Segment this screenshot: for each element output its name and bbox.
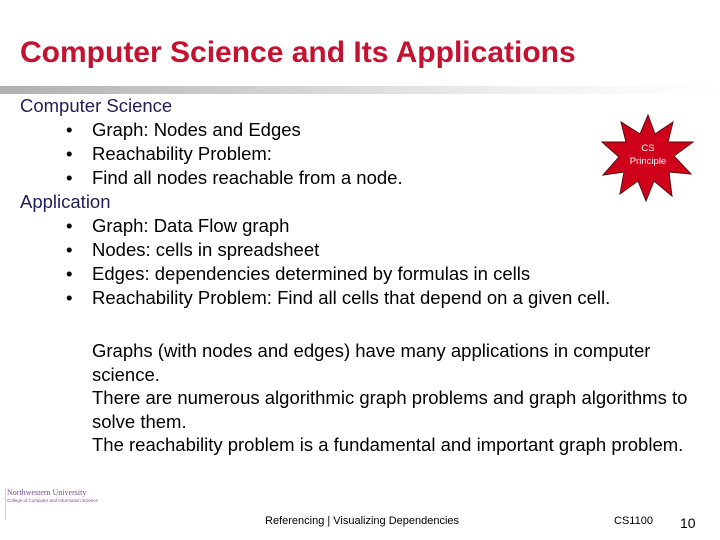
slide-title: Computer Science and Its Applications: [20, 36, 576, 69]
bullet-text: Find all nodes reachable from a node.: [92, 167, 403, 188]
bullet-list: [20, 214, 710, 310]
logo-text: Northwestern University: [7, 488, 87, 497]
list-item: [20, 238, 710, 262]
badge-line: CS: [641, 143, 655, 154]
footer-course: CS1100: [614, 515, 653, 527]
bullet-marker: •: [66, 263, 73, 284]
section-heading: Application: [20, 191, 111, 212]
section-application: [20, 190, 710, 310]
list-item: [20, 262, 710, 286]
badge-line: Principle: [629, 156, 667, 167]
bullet-marker: •: [66, 143, 73, 164]
section-heading: Computer Science: [20, 95, 173, 116]
bullet-text: Reachability Problem:: [92, 143, 272, 164]
title-divider: [0, 86, 720, 94]
summary-paragraph: The reachability problem is a fundamental and important graph problem.: [92, 434, 684, 455]
bullet-marker: •: [66, 215, 73, 236]
summary-paragraph: Graphs (with nodes and edges) have many applications in computer science.: [92, 340, 651, 385]
list-item: [20, 286, 710, 310]
bullet-text: Reachability Problem: Find all cells that depend on a given cell.: [92, 287, 611, 308]
bullet-text: Graph: Data Flow graph: [92, 215, 290, 236]
bullet-text: Nodes: cells in spreadsheet: [92, 239, 320, 260]
footer-title: Referencing | Visualizing Dependencies: [265, 515, 460, 527]
bullet-text: Graph: Nodes and Edges: [92, 119, 301, 140]
badge-label: [600, 142, 696, 168]
logo-subtext: College of Computer and Information Science: [7, 498, 99, 503]
page-number: 10: [680, 515, 696, 531]
summary-text: [92, 339, 704, 457]
bullet-text: Edges: dependencies determined by formulas in cells: [92, 263, 531, 284]
bullet-marker: •: [66, 287, 73, 308]
bullet-marker: •: [66, 239, 73, 260]
university-logo: [5, 488, 102, 520]
bullet-marker: •: [66, 167, 73, 188]
bullet-marker: •: [66, 119, 73, 140]
summary-paragraph: There are numerous algorithmic graph problems and graph algorithms to solve them.: [92, 387, 688, 432]
list-item: [20, 214, 710, 238]
cs-principle-badge: [600, 114, 696, 202]
